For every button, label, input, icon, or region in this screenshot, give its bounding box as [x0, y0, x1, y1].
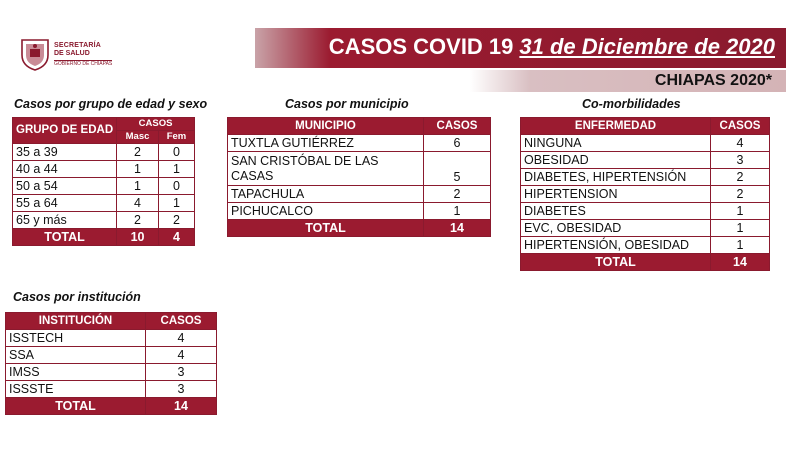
fem-cell: 1: [158, 161, 194, 178]
col-cases: CASOS: [711, 118, 770, 135]
table-row: [228, 135, 491, 152]
total-value: 14: [146, 398, 217, 415]
age-sex-table: [12, 117, 195, 246]
municipality-name-line1: SAN CRISTÓBAL DE LAS: [231, 153, 379, 168]
health-secretariat-logo: [20, 34, 120, 74]
cases-cell: 1: [711, 220, 770, 237]
municipality-title: Casos por municipio: [285, 97, 409, 111]
table-row: [228, 152, 491, 186]
municipality-cell: TAPACHULA: [228, 186, 424, 203]
total-row: [521, 254, 770, 271]
table-row: [521, 237, 770, 254]
logo-text: [54, 42, 112, 67]
total-label: TOTAL: [6, 398, 146, 415]
col-fem: Fem: [158, 131, 194, 144]
state-band: [470, 70, 786, 92]
table-row: [228, 186, 491, 203]
masc-cell: 1: [117, 178, 159, 195]
state-label: CHIAPAS 2020*: [654, 72, 772, 89]
age-group-cell: 55 a 64: [13, 195, 117, 212]
fem-cell: 0: [158, 178, 194, 195]
col-cases: CASOS: [117, 118, 195, 131]
comorbidities-table: [520, 117, 770, 271]
cases-cell: 4: [146, 330, 217, 347]
cases-cell: 3: [146, 381, 217, 398]
col-cases: CASOS: [146, 313, 217, 330]
institution-table: [5, 312, 217, 415]
table-row: [228, 203, 491, 220]
disease-cell: DIABETES: [521, 203, 711, 220]
report-date: 31 de Diciembre de 2020: [519, 34, 775, 59]
age-group-cell: 40 a 44: [13, 161, 117, 178]
title-text: CASOS COVID 19: [328, 34, 514, 59]
cases-cell: 4: [711, 135, 770, 152]
col-age-group: GRUPO DE EDAD: [13, 118, 117, 144]
table-row: [6, 347, 217, 364]
logo-line-3: GOBIERNO DE CHIAPAS: [54, 60, 113, 67]
table-row: [13, 178, 195, 195]
col-disease: ENFERMEDAD: [521, 118, 711, 135]
total-label: TOTAL: [13, 229, 117, 246]
cases-cell: 3: [711, 152, 770, 169]
table-row: [521, 220, 770, 237]
fem-cell: 1: [158, 195, 194, 212]
total-value: 14: [711, 254, 770, 271]
total-row: [228, 220, 491, 237]
age-group-cell: 65 y más: [13, 212, 117, 229]
table-row: [13, 195, 195, 212]
municipality-name-line2: CASAS: [231, 168, 274, 183]
shield-icon: [20, 37, 50, 71]
disease-cell: HIPERTENSIÓN, OBESIDAD: [521, 237, 711, 254]
total-label: TOTAL: [228, 220, 424, 237]
institution-cell: SSA: [6, 347, 146, 364]
institution-cell: ISSTECH: [6, 330, 146, 347]
total-fem: 4: [158, 229, 194, 246]
cases-cell: 6: [424, 135, 491, 152]
masc-cell: 4: [117, 195, 159, 212]
cases-cell: 3: [146, 364, 217, 381]
table-row: [521, 135, 770, 152]
cases-cell: 1: [711, 203, 770, 220]
page-title: [300, 34, 775, 60]
total-masc: 10: [117, 229, 159, 246]
masc-cell: 1: [117, 161, 159, 178]
municipality-table: [227, 117, 491, 237]
logo-line-2: DE SALUD: [54, 49, 90, 57]
institution-title: Casos por institución: [13, 290, 141, 304]
age-group-cell: 35 a 39: [13, 144, 117, 161]
comorbidities-title: Co-morbilidades: [582, 97, 681, 111]
disease-cell: HIPERTENSION: [521, 186, 711, 203]
fem-cell: 0: [158, 144, 194, 161]
table-row: [6, 364, 217, 381]
institution-cell: IMSS: [6, 364, 146, 381]
cases-cell: 1: [424, 203, 491, 220]
masc-cell: 2: [117, 212, 159, 229]
age-group-cell: 50 a 54: [13, 178, 117, 195]
total-row: [13, 229, 195, 246]
table-row: [6, 381, 217, 398]
masc-cell: 2: [117, 144, 159, 161]
total-row: [6, 398, 217, 415]
table-row: [521, 186, 770, 203]
fem-cell: 2: [158, 212, 194, 229]
table-row: [13, 212, 195, 229]
table-row: [521, 152, 770, 169]
cases-cell: 1: [711, 237, 770, 254]
disease-cell: EVC, OBESIDAD: [521, 220, 711, 237]
municipality-cell: PICHUCALCO: [228, 203, 424, 220]
disease-cell: DIABETES, HIPERTENSIÓN: [521, 169, 711, 186]
cases-cell: 4: [146, 347, 217, 364]
institution-cell: ISSSTE: [6, 381, 146, 398]
header: [0, 28, 786, 92]
municipality-cell: TUXTLA GUTIÉRREZ: [228, 135, 424, 152]
table-row: [6, 330, 217, 347]
total-value: 14: [424, 220, 491, 237]
table-row: [13, 144, 195, 161]
col-masc: Masc: [117, 131, 159, 144]
col-municipality: MUNICIPIO: [228, 118, 424, 135]
table-row: [13, 161, 195, 178]
disease-cell: NINGUNA: [521, 135, 711, 152]
disease-cell: OBESIDAD: [521, 152, 711, 169]
cases-cell: 2: [711, 169, 770, 186]
cases-cell: 2: [424, 186, 491, 203]
logo-line-1: SECRETARÍA: [54, 41, 101, 49]
col-institution: INSTITUCIÓN: [6, 313, 146, 330]
cases-cell: 5: [424, 152, 491, 186]
table-row: [521, 203, 770, 220]
total-label: TOTAL: [521, 254, 711, 271]
table-row: [521, 169, 770, 186]
col-cases: CASOS: [424, 118, 491, 135]
age-sex-title: Casos por grupo de edad y sexo: [14, 97, 208, 111]
municipality-cell: [228, 152, 424, 186]
cases-cell: 2: [711, 186, 770, 203]
